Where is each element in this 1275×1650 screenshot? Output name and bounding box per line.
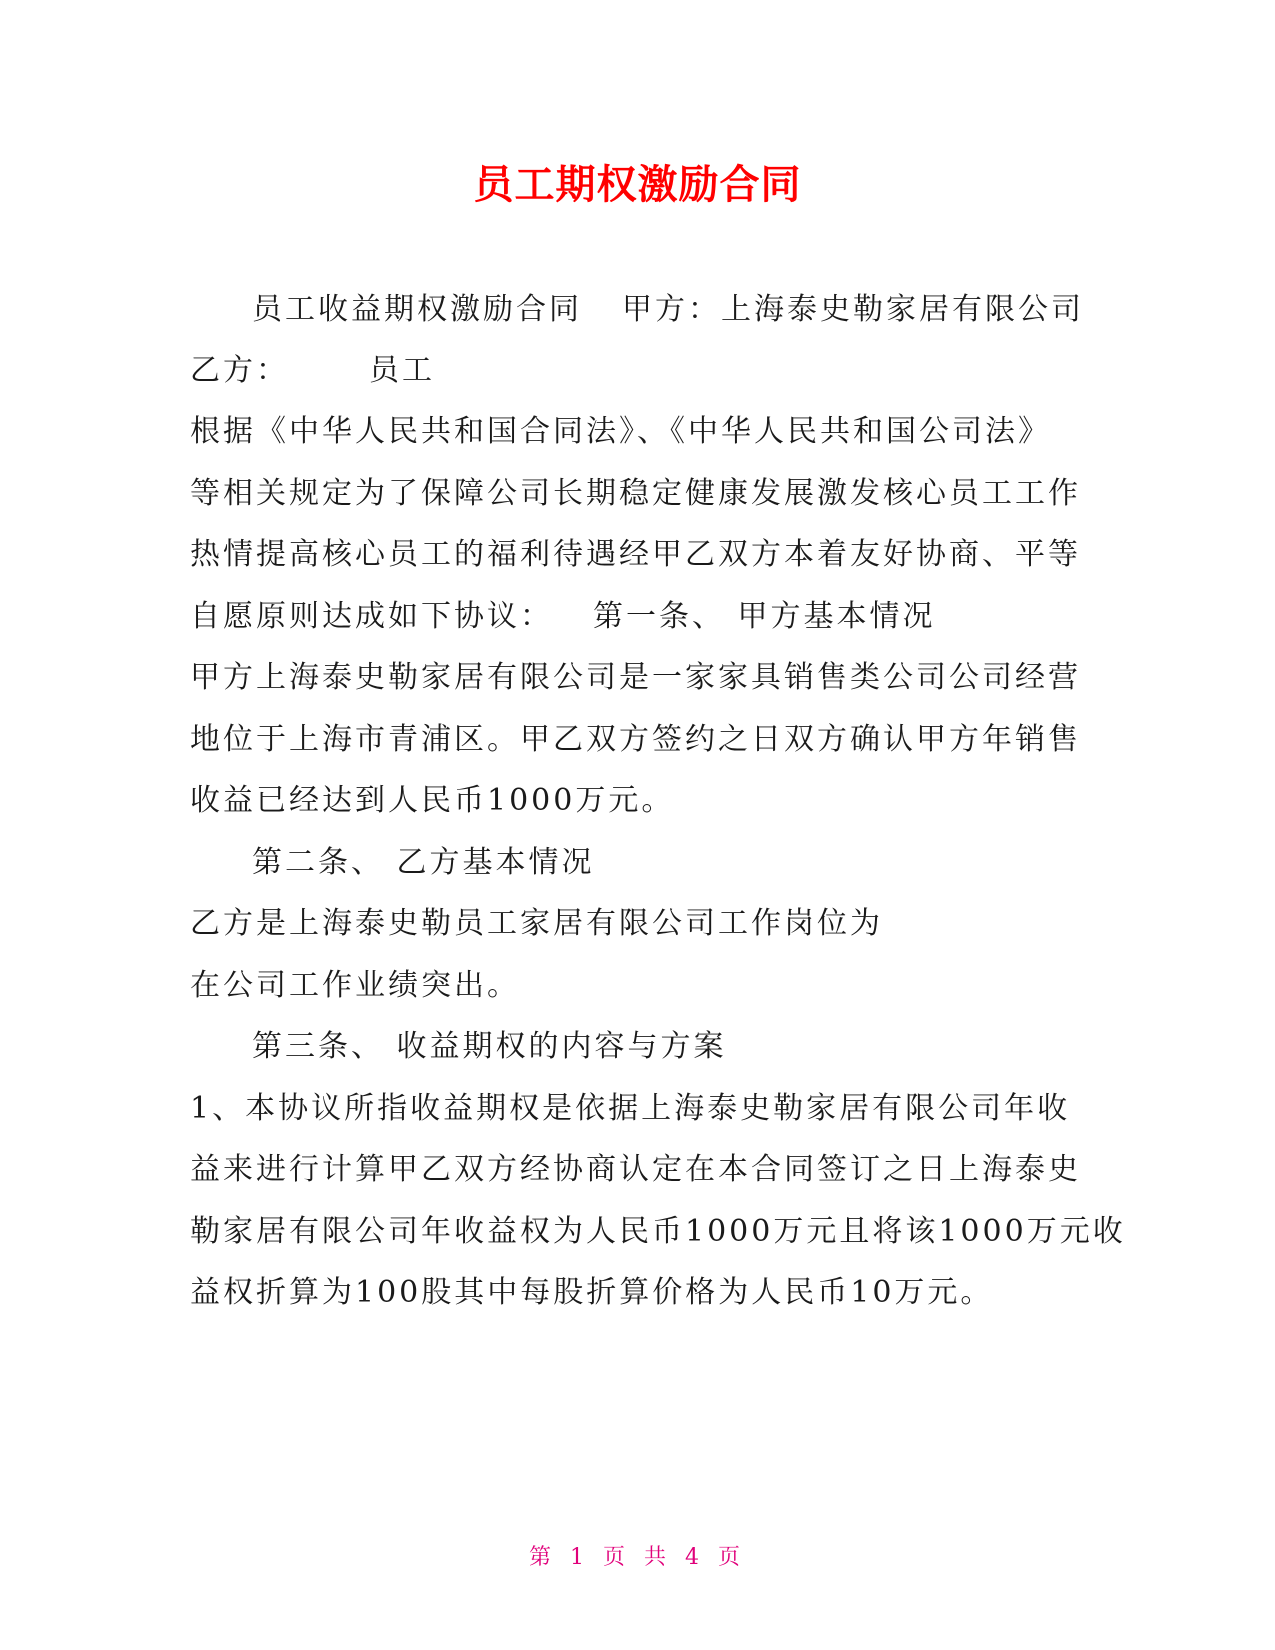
page-number-footer: 第 1 页 共 4 页 xyxy=(529,1545,746,1570)
paragraph-line: 勒家居有限公司年收益权为人民币1000万元且将该1000万元收 xyxy=(190,1214,1126,1249)
paragraph-line: 根据《中华人民共和国合同法》、《中华人民共和国公司法》 xyxy=(190,414,1051,449)
paragraph-line: 在公司工作业绩突出。 xyxy=(190,968,520,1003)
party-b-label: 乙方： xyxy=(190,353,289,388)
document-title: 员工期权激励合同 xyxy=(473,162,802,208)
party-b-value: 员工 xyxy=(369,353,435,388)
paragraph-line xyxy=(190,351,435,391)
paragraph-line: 1、本协议所指收益期权是依据上海泰史勒家居有限公司年收 xyxy=(190,1091,1071,1126)
paragraph-line xyxy=(252,290,1084,330)
paragraph-line: 益权折算为100股其中每股折算价格为人民币10万元。 xyxy=(190,1275,994,1310)
paragraph-line: 收益已经达到人民币1000万元。 xyxy=(190,783,675,818)
paragraph-line: 等相关规定为了保障公司长期稳定健康发展激发核心员工工作 xyxy=(190,476,1081,511)
paragraph-line: 甲方上海泰史勒家居有限公司是一家家具销售类公司公司经营 xyxy=(190,660,1081,695)
contract-subtitle: 员工收益期权激励合同 xyxy=(252,292,582,327)
party-a: 甲方：上海泰史勒家居有限公司 xyxy=(622,292,1084,327)
article-3-heading: 第三条、 收益期权的内容与方案 xyxy=(252,1029,727,1064)
paragraph-line: 乙方是上海泰史勒员工家居有限公司工作岗位为 xyxy=(190,906,883,941)
article-1-heading: 第一条、 甲方基本情况 xyxy=(593,599,936,634)
agreement-intro: 自愿原则达成如下协议： xyxy=(190,599,553,634)
article-2-heading: 第二条、 乙方基本情况 xyxy=(252,845,595,880)
paragraph-line: 益来进行计算甲乙双方经协商认定在本合同签订之日上海泰史 xyxy=(190,1152,1081,1187)
paragraph-line xyxy=(190,597,936,637)
paragraph-line: 热情提高核心员工的福利待遇经甲乙双方本着友好协商、平等 xyxy=(190,537,1081,572)
paragraph-line: 地位于上海市青浦区。甲乙双方签约之日双方确认甲方年销售 xyxy=(190,722,1081,757)
